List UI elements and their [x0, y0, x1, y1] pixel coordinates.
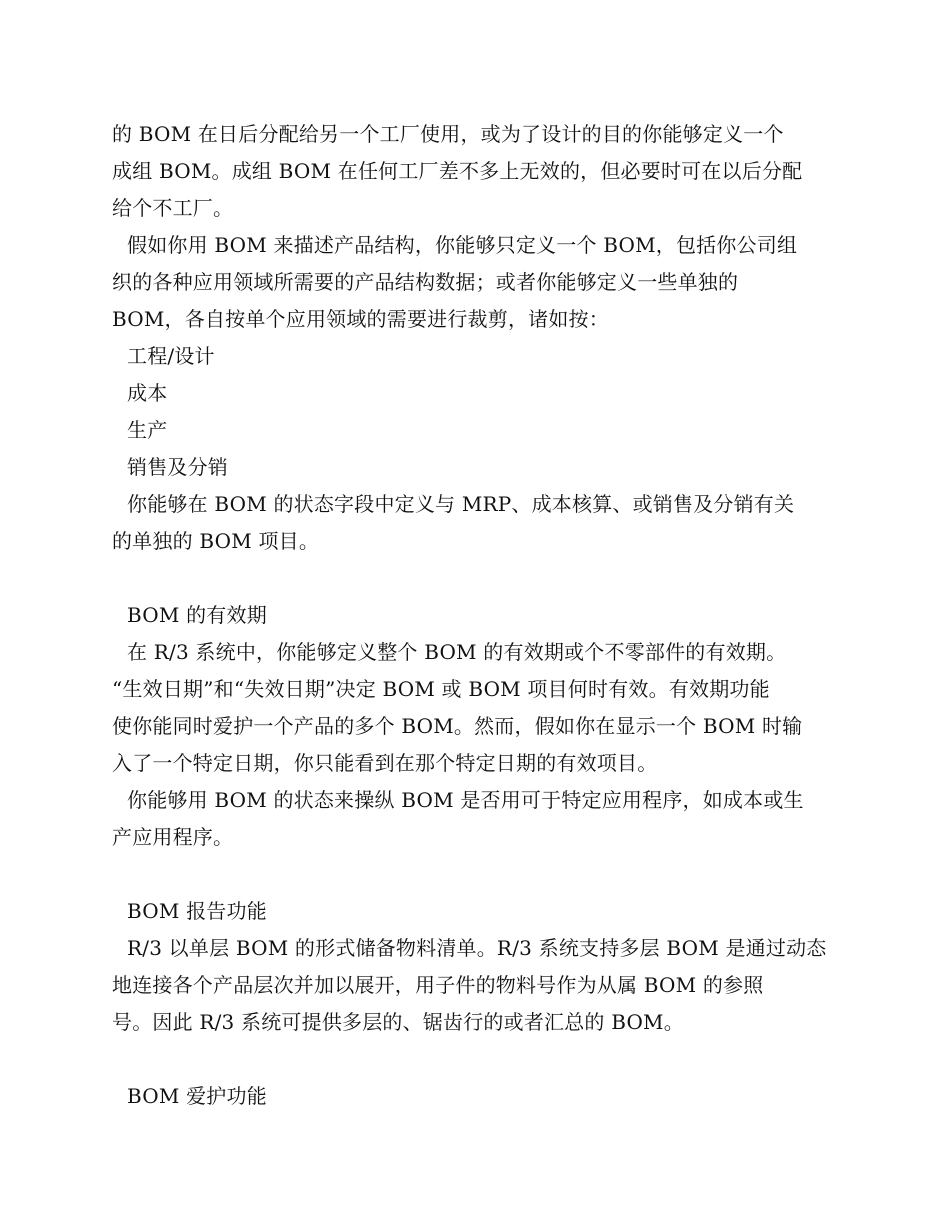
blank-line — [112, 560, 842, 597]
document-body — [112, 116, 842, 1115]
paragraph-2-line-1: 假如你用 BOM 来描述产品结构，你能够只定义一个 BOM，包括你公司组 — [127, 233, 798, 257]
list-item-production: 生产 — [127, 418, 168, 442]
list-item-engineering-design: 工程/设计 — [127, 344, 215, 368]
paragraph-3-line-2: 的单独的 BOM 项目。 — [112, 529, 320, 553]
section-1-paragraph-1-line-2: “生效日期”和“失效日期”决定 BOM 或 BOM 项目何时有效。有效期功能 — [112, 677, 770, 701]
paragraph-2-line-2: 织的各种应用领域所需要的产品结构数据；或者你能够定义一些单独的 — [112, 270, 739, 294]
section-heading-validity: BOM 的有效期 — [127, 603, 267, 627]
section-1-paragraph-1-line-4: 入了一个特定日期，你只能看到在那个特定日期的有效项目。 — [112, 751, 658, 775]
section-1-paragraph-2-line-1: 你能够用 BOM 的状态来操纵 BOM 是否用可于特定应用程序，如成本或生 — [127, 788, 804, 812]
paragraph-1-line-1: 的 BOM 在日后分配给另一个工厂使用，或为了设计的目的你能够定义一个 — [112, 122, 784, 146]
blank-line — [112, 856, 842, 893]
list-item-sales-distribution: 销售及分销 — [127, 455, 228, 479]
section-2-paragraph-line-3: 号。因此 R/3 系统可提供多层的、锯齿行的或者汇总的 BOM。 — [112, 1010, 684, 1034]
paragraph-1-line-2: 成组 BOM。成组 BOM 在任何工厂差不多上无效的，但必要时可在以后分配 — [112, 159, 803, 183]
section-1-paragraph-1-line-3: 使你能同时爱护一个产品的多个 BOM。然而，假如你在显示一个 BOM 时输 — [112, 714, 803, 738]
paragraph-1-line-3: 给个不工厂。 — [112, 196, 234, 220]
section-2-paragraph-line-2: 地连接各个产品层次并加以展开，用子件的物料号作为从属 BOM 的参照 — [112, 973, 764, 997]
section-1-paragraph-2-line-2: 产应用程序。 — [112, 825, 234, 849]
section-1-paragraph-1-line-1: 在 R/3 系统中，你能够定义整个 BOM 的有效期或个不零部件的有效期。 — [127, 640, 787, 664]
list-item-cost: 成本 — [127, 381, 168, 405]
section-heading-reporting: BOM 报告功能 — [127, 899, 267, 923]
section-heading-maintenance: BOM 爱护功能 — [127, 1084, 267, 1108]
paragraph-3-line-1: 你能够在 BOM 的状态字段中定义与 MRP、成本核算、或销售及分销有关 — [127, 492, 795, 516]
paragraph-2-line-3: BOM，各自按单个应用领域的需要进行裁剪，诸如按： — [112, 307, 609, 331]
section-2-paragraph-line-1: R/3 以单层 BOM 的形式储备物料清单。R/3 系统支持多层 BOM 是通过动态 — [127, 936, 827, 960]
blank-line — [112, 1041, 842, 1078]
